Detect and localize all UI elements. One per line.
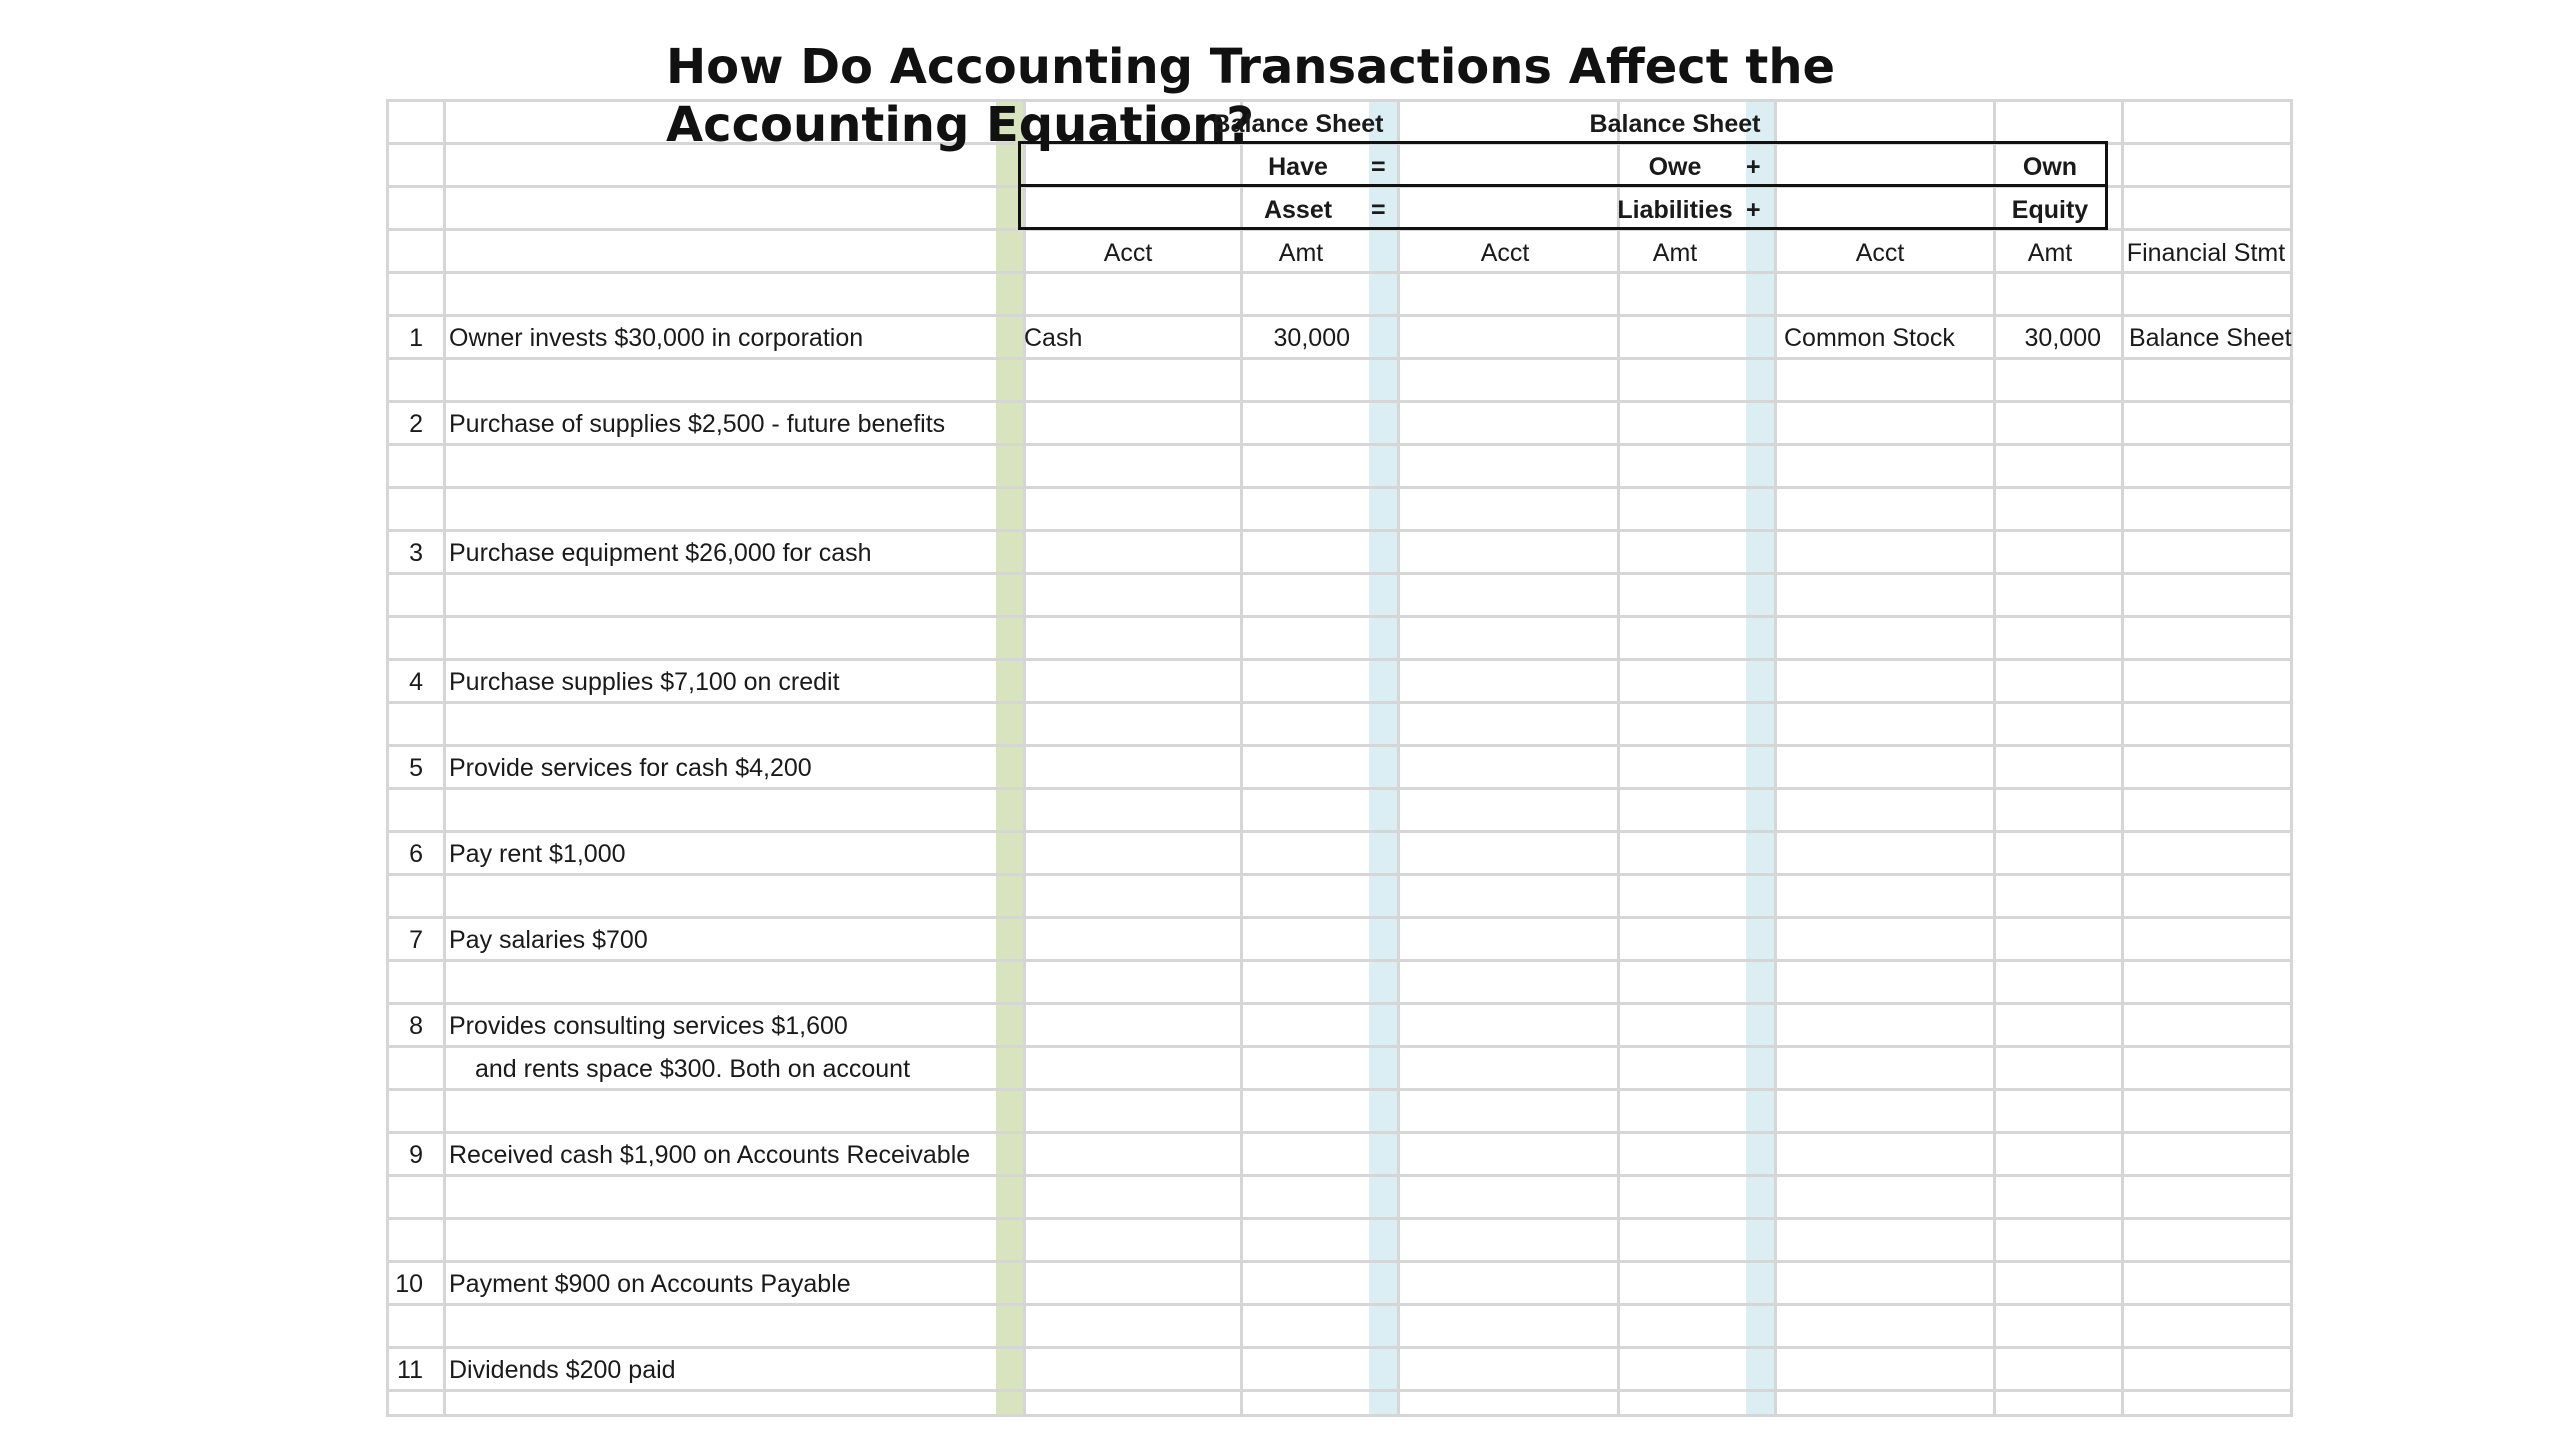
grid-hline	[386, 400, 2293, 403]
transaction-description: Received cash $1,900 on Accounts Receivable	[449, 1141, 971, 1169]
grid-hline	[386, 1217, 2293, 1220]
equals-sign: =	[1371, 196, 1386, 224]
balance-sheet-header-left: Balance Sheet	[1212, 110, 1384, 138]
asset-amount-cell: 30,000	[1273, 324, 1350, 352]
grid-hline	[386, 787, 2293, 790]
grid-hline	[386, 271, 2293, 274]
row-number: 7	[409, 926, 423, 954]
page-title: How Do Accounting Transactions Affect the Accounting Equation?	[666, 39, 1836, 153]
asset-liabilities-equity-box	[1018, 184, 2108, 230]
transaction-description: Owner invests $30,000 in corporation	[449, 324, 864, 352]
grid-hline	[386, 1389, 2293, 1392]
column-header-acct: Acct	[1103, 239, 1153, 267]
column-header-amt: Amt	[2027, 239, 2073, 267]
row-number: 4	[409, 668, 423, 696]
equals-sign: =	[1371, 153, 1386, 181]
equity-label: Equity	[2011, 196, 2089, 224]
transaction-description: Provides consulting services $1,600	[449, 1012, 848, 1040]
grid-hline	[386, 1088, 2293, 1091]
grid-hline	[386, 1174, 2293, 1177]
grid-hline	[386, 959, 2293, 962]
grid-hline	[386, 314, 2293, 317]
transaction-description: Dividends $200 paid	[449, 1356, 676, 1384]
transaction-description: Purchase supplies $7,100 on credit	[449, 668, 840, 696]
row-number: 1	[409, 324, 423, 352]
plus-sign: +	[1746, 153, 1761, 181]
grid-hline	[386, 1346, 2293, 1349]
grid-hline	[386, 701, 2293, 704]
grid-hline	[386, 443, 2293, 446]
column-header-financial-stmt: Financial Stmt	[2126, 239, 2286, 267]
grid-hline	[386, 1045, 2293, 1048]
transaction-description: Purchase equipment $26,000 for cash	[449, 539, 872, 567]
transaction-description: Provide services for cash $4,200	[449, 754, 812, 782]
row-number: 3	[409, 539, 423, 567]
column-header-acct: Acct	[1480, 239, 1530, 267]
transaction-description: Payment $900 on Accounts Payable	[449, 1270, 851, 1298]
grid-hline	[386, 916, 2293, 919]
grid-hline	[386, 357, 2293, 360]
asset-account-cell: Cash	[1024, 324, 1083, 352]
asset-label: Asset	[1263, 196, 1333, 224]
column-header-acct: Acct	[1855, 239, 1905, 267]
plus-sign: +	[1746, 196, 1761, 224]
grid-hline	[386, 658, 2293, 661]
row-number: 9	[409, 1141, 423, 1169]
grid-hline	[386, 744, 2293, 747]
grid-hline	[386, 615, 2293, 618]
grid-hline	[386, 1002, 2293, 1005]
equity-account-cell: Common Stock	[1784, 324, 1955, 352]
grid-hline	[386, 1131, 2293, 1134]
balance-sheet-header-right: Balance Sheet	[1589, 110, 1761, 138]
grid-hline	[386, 873, 2293, 876]
row-number: 11	[397, 1356, 423, 1384]
financial-statement-cell: Balance Sheet	[2129, 324, 2292, 352]
have-label: Have	[1268, 153, 1328, 181]
grid-hline	[386, 830, 2293, 833]
transaction-description: Pay salaries $700	[449, 926, 648, 954]
transaction-description-continued: and rents space $300. Both on account	[475, 1055, 911, 1083]
liabilities-label: Liabilities	[1617, 196, 1733, 224]
column-header-amt: Amt	[1652, 239, 1698, 267]
column-header-amt: Amt	[1278, 239, 1324, 267]
grid-hline	[386, 1260, 2293, 1263]
owe-label: Owe	[1648, 153, 1702, 181]
row-number: 2	[409, 410, 423, 438]
equity-amount-cell: 30,000	[2024, 324, 2101, 352]
row-number: 5	[409, 754, 423, 782]
row-number: 8	[409, 1012, 423, 1040]
row-number: 6	[409, 840, 423, 868]
grid-hline	[386, 529, 2293, 532]
row-number: 10	[395, 1270, 423, 1298]
grid-hline	[386, 486, 2293, 489]
transaction-description: Pay rent $1,000	[449, 840, 626, 868]
own-label: Own	[2022, 153, 2078, 181]
grid-hline	[386, 1303, 2293, 1306]
transaction-description: Purchase of supplies $2,500 - future benefits	[449, 410, 946, 438]
grid-hline	[386, 1414, 2293, 1417]
grid-hline	[386, 572, 2293, 575]
